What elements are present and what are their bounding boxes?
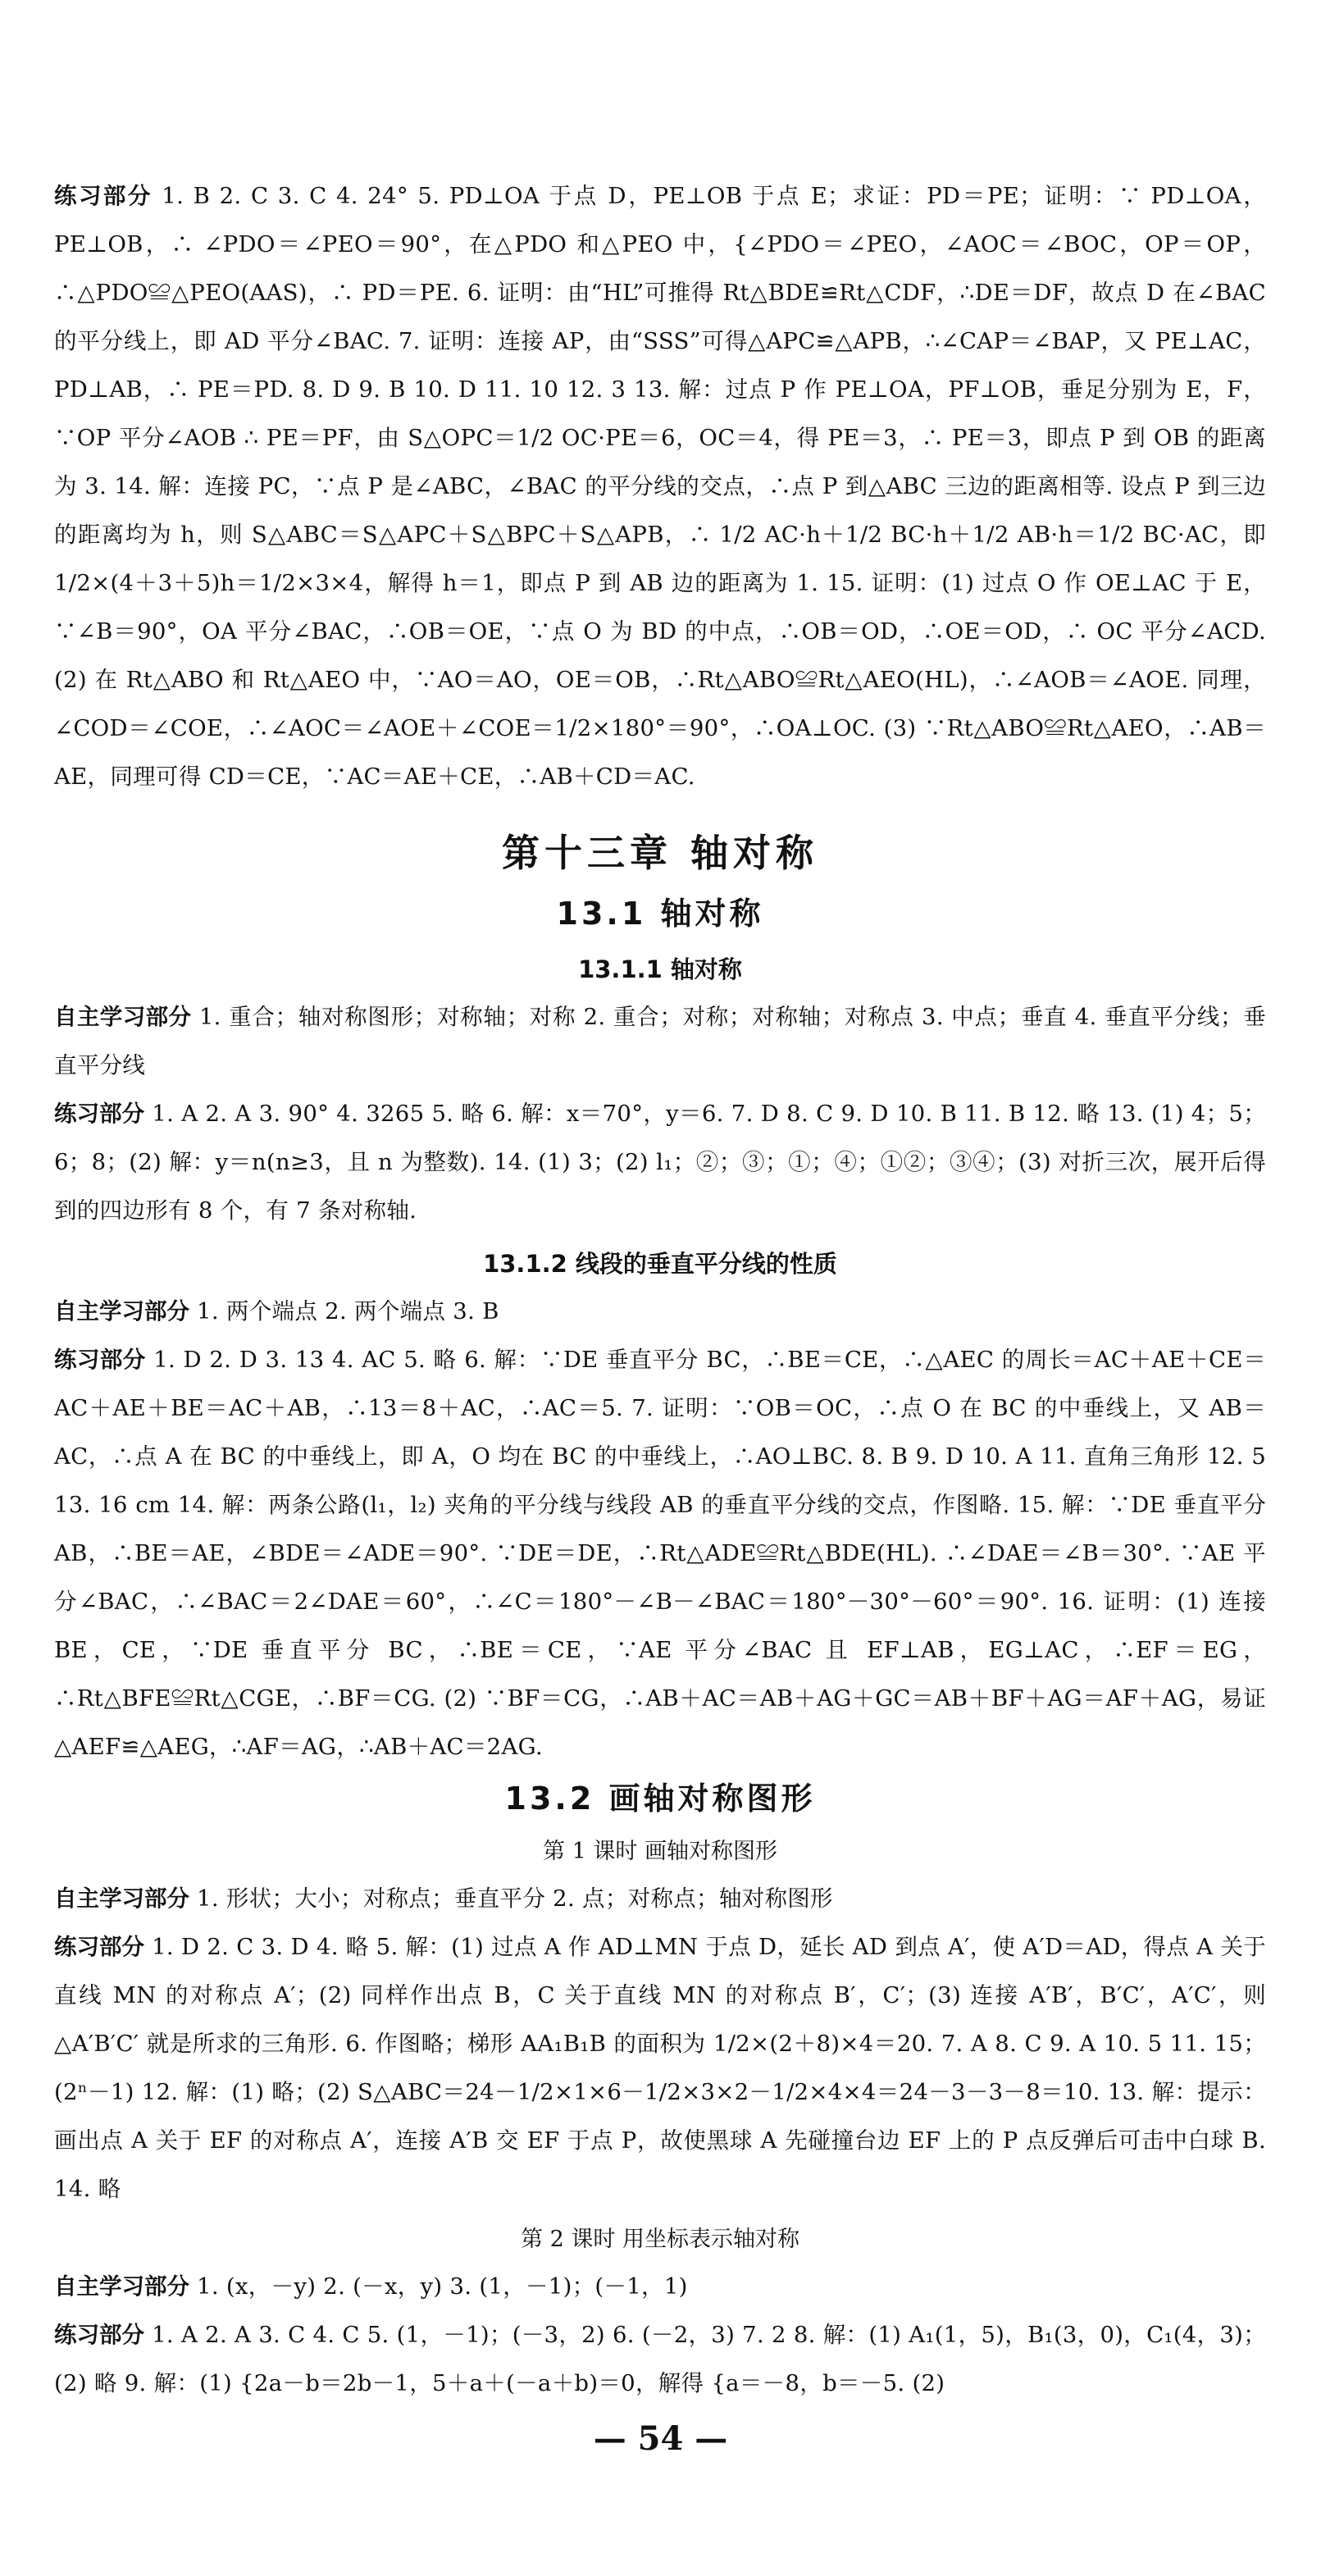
answer-text: 1. 两个端点 2. 两个端点 3. B (197, 1298, 499, 1324)
answer-text: 1. 形状；大小；对称点；垂直平分 2. 点；对称点；轴对称图形 (197, 1885, 833, 1912)
section-label: 自主学习部分 (54, 1298, 189, 1324)
section-label: 练习部分 (54, 1934, 145, 1960)
answer-text: 1. D 2. C 3. D 4. 略 5. 解：(1) 过点 A 作 AD⊥MN 于点 D，延长 AD 到点 A′，使 A′D＝AD，得点 A 关于直线 MN 的对称点 A′；(2) 同样作出点 B，C 关于直线 MN 的对称点 B′，C′；(3) 连接 A′B′，B′C′，A′C′，则△A′B′C′ 就是所求的三角形. 6. 作图略；梯形 AA₁B₁B 的面积为 1/2×(2＋8)×4＝20. 7. A 8. C 9. A 10. 5 11. 15；(2ⁿ－1) 12. 解：(1) 略；(2) S△ABC＝24－1/2×1×6－1/2×3×2－1/2×4×4＝24－3－3－8＝10. 13. 解：提示：画出点 A 关于 EF 的对称点 A′，连接 A′B 交 EF 于点 P，故使黑球 A 先碰撞台边 EF 上的 P 点反弹后可击中白球 B. 14. 略 (54, 1934, 1266, 2202)
section-title: 13.1 轴对称 (556, 896, 764, 932)
section-label: 练习部分 (54, 183, 153, 209)
section-label: 自主学习部分 (54, 1004, 192, 1030)
answer-paragraph (54, 2263, 1266, 2311)
subsection-title: 13.1.2 线段的垂直平分线的性质 (483, 1250, 837, 1278)
section-label: 自主学习部分 (54, 1885, 189, 1912)
answer-text: 1. A 2. A 3. 90° 4. 3265 5. 略 6. 解：x＝70°，y＝6. 7. D 8. C 9. D 10. B 11. B 12. 略 13. (1) 4；5；6；8；(2) 解：y＝n(n≥3，且 n 为整数). 14. (1) 3；(2) l₁；②；③；①；④；①②；③④；(3) 对折三次，展开后得到的四边形有 8 个，有 7 条对称轴. (54, 1101, 1266, 1224)
answer-paragraph (54, 172, 1266, 801)
chapter-title: 第十三章 轴对称 (501, 831, 818, 875)
lesson-title: 第 2 课时 用坐标表示轴对称 (521, 2227, 799, 2252)
page-number: — 54 — (593, 2419, 728, 2458)
page-content (54, 172, 1266, 2408)
answer-text: 1. D 2. D 3. 13 4. AC 5. 略 6. 解：∵DE 垂直平分 BC，∴BE＝CE，∴△AEC 的周长＝AC＋AE＋CE＝AC＋AE＋BE＝AC＋AB，∴13＝8＋AC，∴AC＝5. 7. 证明：∵OB＝OC，∴点 O 在 BC 的中垂线上，又 AB＝AC，∴点 A 在 BC 的中垂线上，即 A，O 均在 BC 的中垂线上，∴AO⊥BC. 8. B 9. D 10. A 11. 直角三角形 12. 5 13. 16 cm 14. 解：两条公路(l₁，l₂) 夹角的平分线与线段 AB 的垂直平分线的交点，作图略. 15. 解：∵DE 垂直平分 AB，∴BE＝AE，∠BDE＝∠ADE＝90°. ∵DE＝DE，∴Rt△ADE≌Rt△BDE(HL). ∴∠DAE＝∠B＝30°. ∵AE 平分∠BAC，∴∠BAC＝2∠DAE＝60°，∴∠C＝180°－∠B－∠BAC＝180°－30°－60°＝90°. 16. 证明：(1) 连接 BE，CE，∵DE 垂直平分 BC，∴BE＝CE，∵AE 平分∠BAC 且 EF⊥AB，EG⊥AC，∴EF＝EG，∴Rt△BFE≌Rt△CGE，∴BF＝CG. (2) ∵BF＝CG，∴AB＋AC＝AB＋AG＋GC＝AB＋BF＋AG＝AF＋AG，易证△AEF≌△AEG，∴AF＝AG，∴AB＋AC＝2AG. (54, 1347, 1266, 1760)
section-title: 13.2 画轴对称图形 (504, 1780, 816, 1817)
answer-text: 1. (x，－y) 2. (－x，y) 3. (1，－1)；(－1，1) (197, 2273, 688, 2300)
section-label: 自主学习部分 (54, 2273, 189, 2300)
answer-paragraph (54, 2311, 1266, 2408)
answer-text: 1. 重合；轴对称图形；对称轴；对称 2. 重合；对称；对称轴；对称点 3. 中点；垂直 4. 垂直平分线；垂直平分线 (54, 1004, 1267, 1078)
answer-paragraph (54, 993, 1266, 1090)
lesson-title: 第 1 课时 画轴对称图形 (543, 1839, 777, 1864)
answer-paragraph (54, 1923, 1266, 2214)
answer-paragraph (54, 1336, 1266, 1771)
answer-paragraph (54, 1090, 1266, 1235)
answer-paragraph (54, 1288, 1266, 1336)
answer-paragraph (54, 1875, 1266, 1923)
section-label: 练习部分 (54, 1347, 146, 1373)
subsection-title: 13.1.1 轴对称 (578, 955, 742, 983)
section-label: 练习部分 (54, 2322, 145, 2348)
answer-text: 1. A 2. A 3. C 4. C 5. (1，－1)；(－3，2) 6. (－2，3) 7. 2 8. 解：(1) A₁(1，5)，B₁(3，0)，C₁(4，3)；(2) 略 9. 解：(1) {2a－b＝2b－1，5＋a＋(－a＋b)＝0，解得 {a＝－8，b＝－5. (2) (54, 2322, 1267, 2396)
section-label: 练习部分 (54, 1101, 145, 1127)
answer-text: 1. B 2. C 3. C 4. 24° 5. PD⊥OA 于点 D，PE⊥OB 于点 E；求证：PD＝PE；证明：∵ PD⊥OA，PE⊥OB，∴ ∠PDO＝∠PEO＝90°，在△PDO 和△PEO 中，{∠PDO＝∠PEO，∠AOC＝∠BOC，OP＝OP，∴△PDO≌△PEO(AAS)，∴ PD＝PE. 6. 证明：由“HL”可推得 Rt△BDE≌Rt△CDF，∴DE＝DF，故点 D 在∠BAC 的平分线上，即 AD 平分∠BAC. 7. 证明：连接 AP，由“SSS”可得△APC≌△APB，∴∠CAP＝∠BAP，又 PE⊥AC，PD⊥AB，∴ PE＝PD. 8. D 9. B 10. D 11. 10 12. 3 13. 解：过点 P 作 PE⊥OA，PF⊥OB，垂足分别为 E，F，∵OP 平分∠AOB ∴ PE＝PF，由 S△OPC＝1/2 OC·PE＝6，OC＝4，得 PE＝3，∴ PE＝3，即点 P 到 OB 的距离为 3. 14. 解：连接 PC，∵点 P 是∠ABC，∠BAC 的平分线的交点，∴点 P 到△ABC 三边的距离相等. 设点 P 到三边的距离均为 h，则 S△ABC＝S△APC＋S△BPC＋S△APB，∴ 1/2 AC·h＋1/2 BC·h＋1/2 AB·h＝1/2 BC·AC，即 1/2×(4＋3＋5)h＝1/2×3×4，解得 h＝1，即点 P 到 AB 边的距离为 1. 15. 证明：(1) 过点 O 作 OE⊥AC 于 E，∵∠B＝90°，OA 平分∠BAC，∴OB＝OE，∵点 O 为 BD 的中点，∴OB＝OD，∴OE＝OD，∴ OC 平分∠ACD. (2) 在 Rt△ABO 和 Rt△AEO 中，∵AO＝AO，OE＝OB，∴Rt△ABO≌Rt△AEO(HL)，∴∠AOB＝∠AOE. 同理，∠COD＝∠COE，∴∠AOC＝∠AOE＋∠COE＝1/2×180°＝90°，∴OA⊥OC. (3) ∵Rt△ABO≌Rt△AEO，∴AB＝AE，同理可得 CD＝CE，∵AC＝AE＋CE，∴AB＋CD＝AC. (54, 183, 1266, 790)
